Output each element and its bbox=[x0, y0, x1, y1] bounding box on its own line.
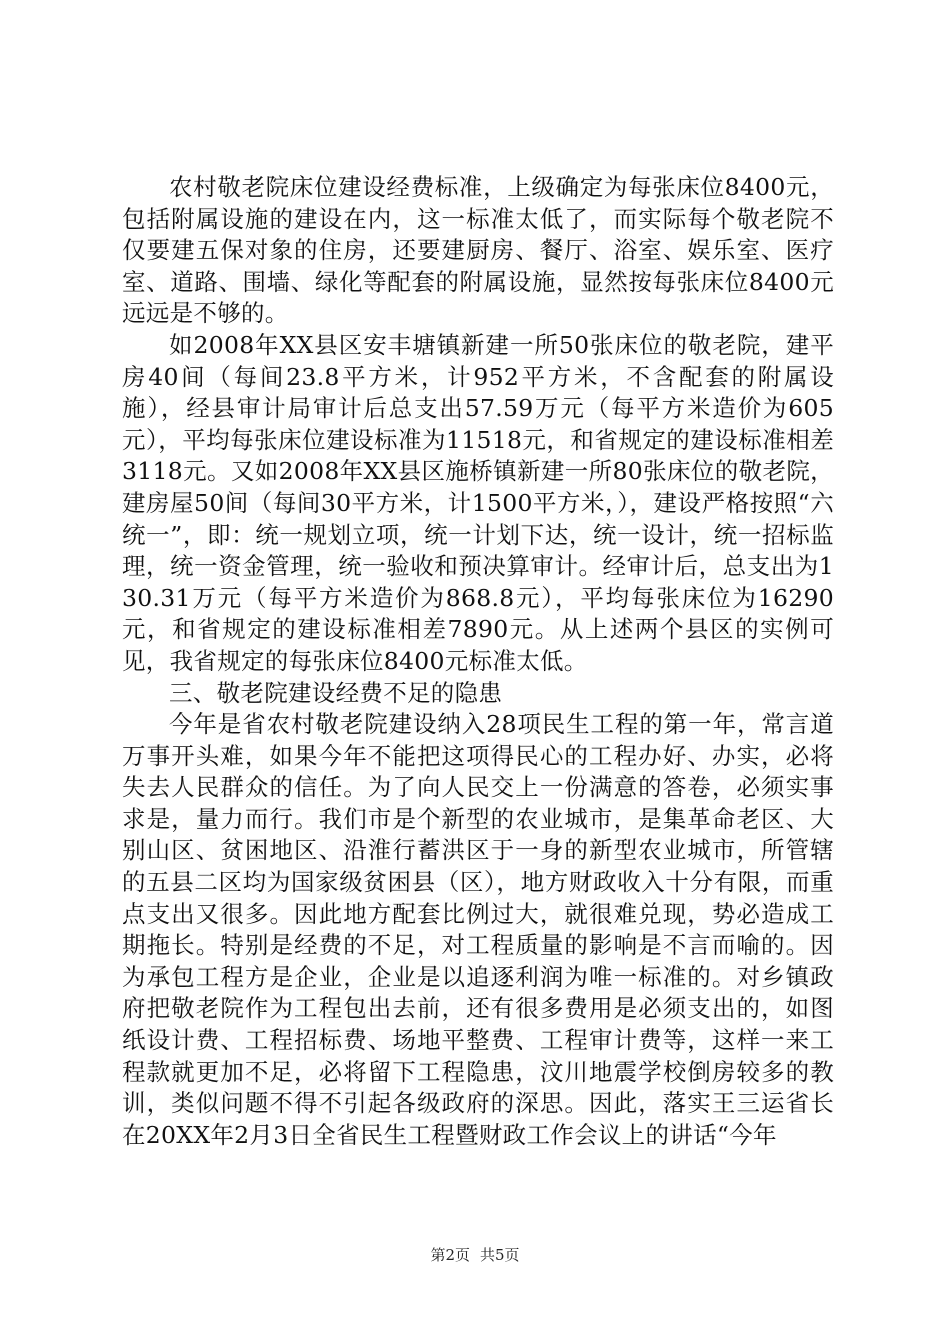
document-body bbox=[122, 172, 834, 1151]
page-number-current: 第2页 bbox=[430, 1246, 470, 1264]
page-number-total: 共5页 bbox=[480, 1246, 520, 1264]
body-paragraph-3: 今年是省农村敬老院建设纳入28项民生工程的第一年，常言道万事开头难，如果今年不能把这项得民心的工程办好、办实，必将失去人民群众的信任。为了向人民交上一份满意的答卷，必须实事求是，量力而行。我们市是个新型的农业城市，是集革命老区、大别山区、贫困地区、沿淮行蓄洪区于一身的新型农业城市，所管辖的五县二区均为国家级贫困县（区），地方财政收入十分有限，而重点支出又很多。因此地方配套比例过大，就很难兑现，势必造成工期拖长。特别是经费的不足，对工程质量的影响是不言而喻的。因为承包工程方是企业，企业是以追逐利润为唯一标准的。对乡镇政府把敬老院作为工程包出去前，还有很多费用是必须支出的，如图纸设计费、工程招标费、场地平整费、工程审计费等，这样一来工程款就更加不足，必将留下工程隐患，汶川地震学校倒房较多的教训，类似问题不得不引起各级政府的深思。因此，落实王三运省长在20XX年2月3日全省民生工程暨财政工作会议上的讲话“今年 bbox=[122, 710, 834, 1149]
body-paragraph-1: 农村敬老院床位建设经费标准，上级确定为每张床位8400元，包括附属设施的建设在内，这一标准太低了，而实际每个敬老院不仅要建五保对象的住房，还要建厨房、餐厅、浴室、娱乐室、医疗室、道路、围墙、绿化等配套的附属设施，显然按每张床位8400元远远是不够的。 bbox=[122, 173, 834, 328]
section-heading: 三、敬老院建设经费不足的隐患 bbox=[169, 678, 503, 707]
page-footer bbox=[0, 1244, 950, 1265]
body-paragraph-2: 如2008年XX县区安丰塘镇新建一所50张床位的敬老院，建平房40间（每间23.8平方米，计952平方米，不含配套的附属设施），经县审计局审计后总支出57.59万元（每平方米造价为605元），平均每张床位建设标准为11518元，和省规定的建设标准相差3118元。又如2008年XX县区施桥镇新建一所80张床位的敬老院，建房屋50间（每间30平方米，计1500平方米，），建设严格按照“六统一”，即：统一规划立项，统一计划下达，统一设计，统一招标监理，统一资金管理，统一验收和预决算审计。经审计后，总支出为130.31万元（每平方米造价为868.8元），平均每张床位为16290元，和省规定的建设标准相差7890元。从上述两个县区的实例可见，我省规定的每张床位8400元标准太低。 bbox=[122, 330, 834, 675]
